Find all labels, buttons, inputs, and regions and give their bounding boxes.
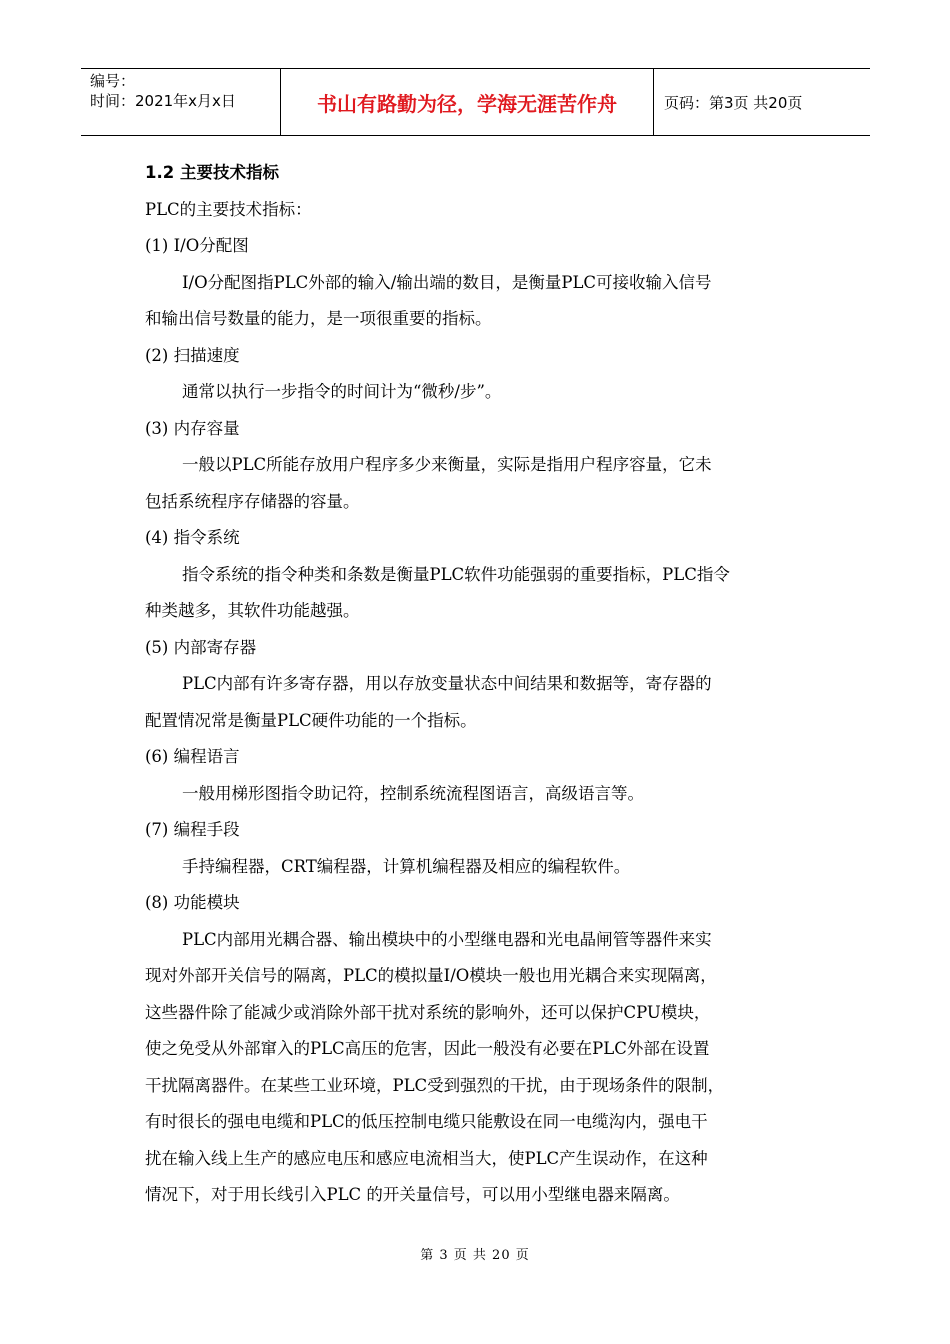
text-line: 干扰隔离器件。在某些工业环境，PLC受到强烈的干扰，由于现场条件的限制，	[145, 1075, 725, 1095]
text-line: 现对外部开关信号的隔离，PLC的模拟量I/O模块一般也用光耦合来实现隔离，	[145, 966, 717, 985]
text-line: 一般以PLC所能存放用户程序多少来衡量，实际是指用户程序容量，它未	[182, 455, 712, 474]
text-line: 有时很长的强电电缆和PLC的低压控制电缆只能敷设在同一电缆沟内，强电干	[145, 1112, 708, 1131]
list-heading: (3) 内存容量	[145, 418, 240, 438]
text-line: 通常以执行一步指令的时间计为“微秒/步”。	[182, 382, 502, 401]
list-heading: (8) 功能模块	[145, 893, 240, 912]
text-line: I/O分配图指PLC外部的输入/输出端的数目，是衡量PLC可接收输入信号	[182, 272, 712, 292]
list-heading: (2) 扫描速度	[145, 345, 240, 365]
text-line: 种类越多，其软件功能越强。	[145, 601, 360, 620]
section-title: 1.2 主要技术指标	[145, 163, 279, 182]
text-line: 包括系统程序存储器的容量。	[145, 491, 360, 511]
text-line: PLC内部用光耦合器、输出模块中的小型继电器和光电晶闸管等器件来实	[182, 929, 712, 949]
list-heading: (6) 编程语言	[145, 747, 240, 766]
list-heading: (4) 指令系统	[145, 528, 240, 547]
text-line: 这些器件除了能减少或消除外部干扰对系统的影响外，还可以保护CPU模块，	[145, 1002, 711, 1022]
text-line: 手持编程器，CRT编程器，计算机编程器及相应的编程软件。	[182, 856, 631, 876]
text-line: 一般用梯形图指令助记符，控制系统流程图语言，高级语言等。	[182, 783, 644, 803]
header-meta	[81, 69, 281, 135]
document-date: 时间：2021年x月x日	[90, 92, 236, 110]
text-line: 扰在输入线上生产的感应电压和感应电流相当大，使PLC产生误动作，在这种	[145, 1148, 708, 1168]
header-motto: 书山有路勤为径，学海无涯苦作舟	[281, 69, 654, 135]
list-heading: (5) 内部寄存器	[145, 637, 257, 657]
list-heading: (1) I/O分配图	[145, 236, 249, 255]
list-heading: (7) 编程手段	[145, 820, 240, 839]
document-body	[145, 155, 815, 1214]
text-line: PLC内部有许多寄存器，用以存放变量状态中间结果和数据等，寄存器的	[182, 674, 712, 693]
page-header	[81, 68, 870, 136]
header-page-info: 页码：第3页 共20页	[664, 93, 803, 112]
text-line: 指令系统的指令种类和条数是衡量PLC软件功能强弱的重要指标，PLC指令	[182, 564, 730, 584]
text-line: 情况下，对于用长线引入PLC 的开关量信号，可以用小型继电器来隔离。	[145, 1185, 680, 1204]
document-number-label: 编号：	[90, 72, 136, 90]
text-line: 使之免受从外部窜入的PLC高压的危害，因此一般没有必要在PLC外部在设置	[145, 1039, 710, 1058]
text-line: PLC的主要技术指标：	[145, 199, 312, 219]
text-line: 配置情况常是衡量PLC硬件功能的一个指标。	[145, 710, 477, 730]
page-footer: 第 3 页 共 20 页	[420, 1248, 530, 1263]
text-line: 和输出信号数量的能力，是一项很重要的指标。	[145, 309, 492, 328]
